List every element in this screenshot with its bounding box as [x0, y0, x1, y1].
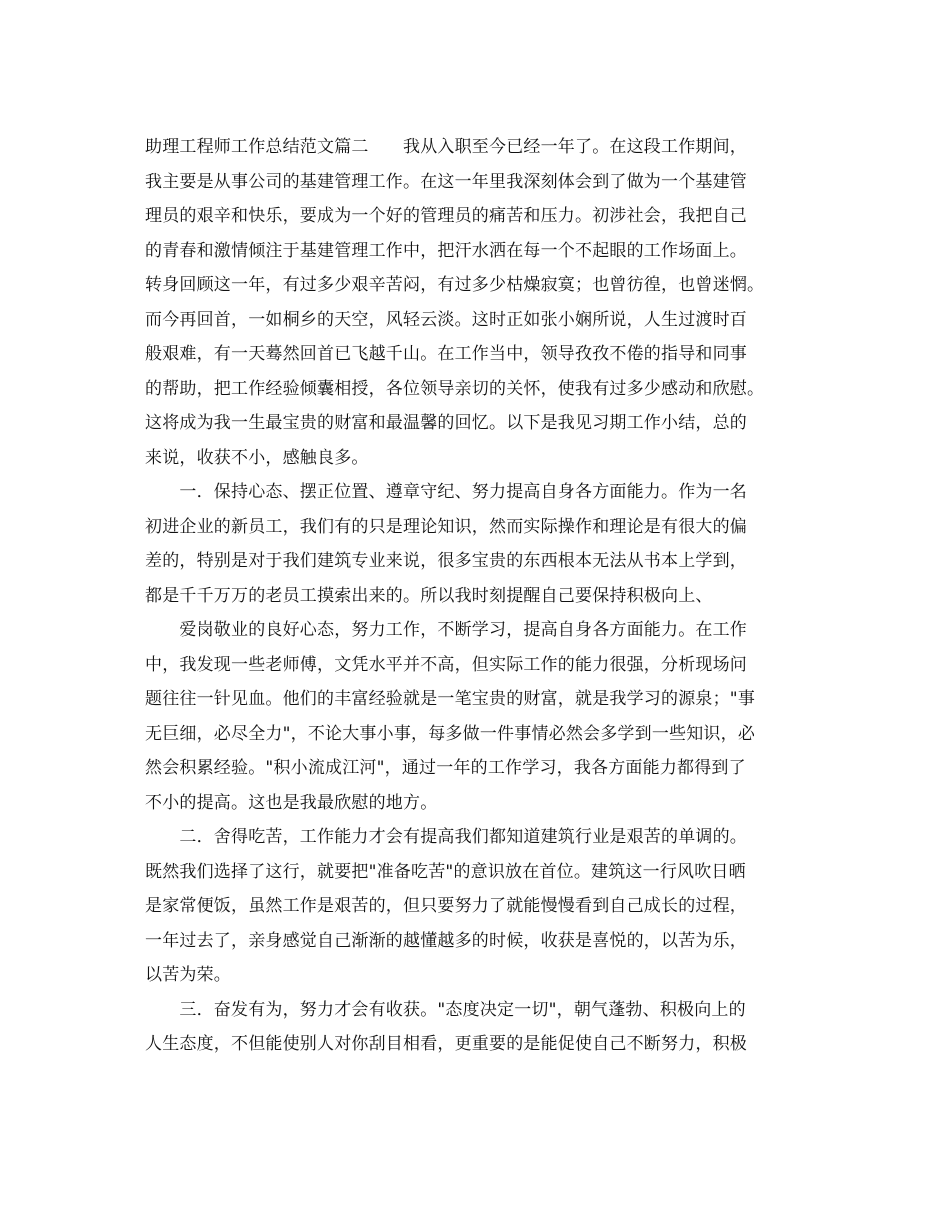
text-line-21: 二．舍得吃苦，工作能力才会有提高我们都知道建筑行业是艰苦的单调的。	[145, 827, 747, 847]
text-line-25: 以苦为荣。	[145, 965, 231, 985]
text-line-8: 的帮助，把工作经验倾囊相授，各位领导亲切的关怀，使我有过多少感动和欣慰。	[145, 378, 765, 399]
text-line-1: 助理工程师工作总结范文篇二 我从入职至今已经一年了。在这段工作期间，	[145, 137, 747, 157]
text-line-3: 理员的艰辛和快乐，要成为一个好的管理员的痛苦和压力。初涉社会，我把自己	[145, 206, 747, 226]
text-line-22: 既然我们选择了这行，就要把"准备吃苦"的意识放在首位。建筑这一行风吹日晒	[145, 861, 746, 882]
text-line-12: 初进企业的新员工，我们有的只是理论知识，然而实际操作和理论是有很大的偏	[145, 516, 747, 537]
text-line-9: 这将成为我一生最宝贵的财富和最温馨的回忆。以下是我见习期工作小结，总的	[145, 413, 747, 433]
text-line-14: 都是千千万万的老员工摸索出来的。所以我时刻提醒自己要保持积极向上、	[145, 585, 713, 606]
text-line-18: 无巨细，必尽全力"，不论大事小事，每多做一件事情必然会多学到一些知识，必	[145, 723, 756, 744]
text-line-7: 般艰难，有一天蓦然回首已飞越千山。在工作当中，领导孜孜不倦的指导和同事	[145, 344, 747, 364]
text-line-10: 来说，收获不小，感触良多。	[145, 447, 369, 468]
document-body	[145, 130, 810, 1062]
text-line-13: 差的，特别是对于我们建筑专业来说，很多宝贵的东西根本无法从书本上学到，	[145, 551, 747, 571]
text-line-17: 题往往一针见血。他们的丰富经验就是一笔宝贵的财富，就是我学习的源泉；"事	[145, 689, 756, 709]
text-line-16: 中，我发现一些老师傅，文凭水平并不高，但实际工作的能力很强，分析现场问	[145, 654, 747, 675]
text-line-27: 人生态度，不但能使别人对你刮目相看，更重要的是能促使自己不断努力，积极	[145, 1034, 747, 1054]
text-line-2: 我主要是从事公司的基建管理工作。在这一年里我深刻体会到了做为一个基建管	[145, 171, 747, 192]
text-line-26: 三．奋发有为，努力才会有收获。"态度决定一切"，朝气蓬勃、积极向上的	[145, 999, 746, 1020]
text-line-20: 不小的提高。这也是我最欣慰的地方。	[145, 792, 438, 813]
text-line-11: 一．保持心态、摆正位置、遵章守纪、努力提高自身各方面能力。作为一名	[145, 482, 747, 502]
text-line-4: 的青春和激情倾注于基建管理工作中，把汗水洒在每一个不起眼的工作场面上。	[145, 240, 747, 261]
text-line-6: 而今再回首，一如桐乡的天空，风轻云淡。这时正如张小娴所说，人生过渡时百	[145, 309, 747, 330]
text-line-23: 是家常便饭，虽然工作是艰苦的，但只要努力了就能慢慢看到自己成长的过程，	[145, 896, 747, 916]
text-line-24: 一年过去了，亲身感觉自己渐渐的越懂越多的时候，收获是喜悦的，以苦为乐，	[145, 930, 747, 951]
text-line-19: 然会积累经验。"积小流成江河"，通过一年的工作学习，我各方面能力都得到了	[145, 758, 746, 778]
text-line-5: 转身回顾这一年，有过多少艰辛苦闷，有过多少枯燥寂寞；也曾彷徨，也曾迷惘。	[145, 275, 765, 295]
text-line-15: 爱岗敬业的良好心态，努力工作，不断学习，提高自身各方面能力。在工作	[145, 620, 747, 640]
